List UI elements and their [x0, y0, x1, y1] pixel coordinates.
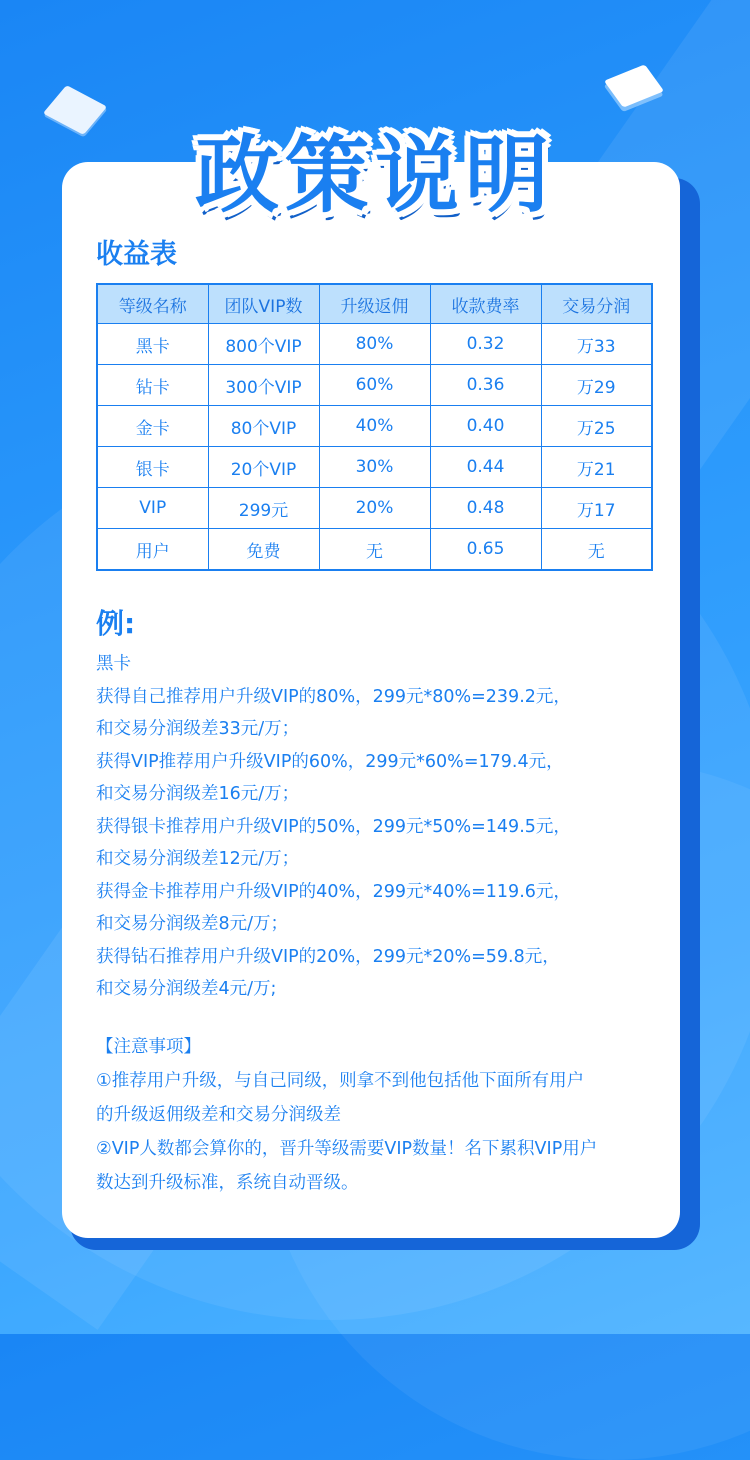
table-cell: 钻卡	[97, 365, 208, 406]
column-header: 交易分润	[541, 284, 652, 324]
table-row	[97, 324, 652, 365]
example-heading: 例:	[96, 607, 136, 640]
table-cell: 20个VIP	[208, 447, 319, 488]
column-header: 升级返佣	[319, 284, 430, 324]
example-line: 和交易分润级差4元/万;	[96, 979, 277, 999]
note-line: ①推荐用户升级，与自己同级，则拿不到他包括他下面所有用户	[96, 1071, 585, 1091]
table-row	[97, 365, 652, 406]
table-cell: 0.40	[430, 406, 541, 447]
page-title: 政策说明	[194, 126, 555, 224]
table-cell: 无	[319, 529, 430, 571]
table-row	[97, 529, 652, 571]
table-cell: 80%	[319, 324, 430, 365]
table-cell: 0.32	[430, 324, 541, 365]
note-line: ②VIP人数都会算你的，晋升等级需要VIP数量！名下累积VIP用户	[96, 1139, 598, 1159]
table-row	[97, 488, 652, 529]
table-cell: 40%	[319, 406, 430, 447]
income-table-heading: 收益表	[96, 239, 177, 270]
table-cell: 万33	[541, 324, 652, 365]
table-cell: 万21	[541, 447, 652, 488]
table-cell: 银卡	[97, 447, 208, 488]
notes-section	[96, 1030, 656, 1200]
example-line: 获得银卡推荐用户升级VIP的50%，299元*50%=149.5元，	[96, 816, 571, 837]
table-cell: 黑卡	[97, 324, 208, 365]
example-line: 和交易分润级差8元/万；	[96, 914, 289, 934]
table-cell: VIP	[97, 488, 208, 529]
table-cell: 60%	[319, 365, 430, 406]
example-body	[96, 648, 656, 1006]
table-cell: 0.48	[430, 488, 541, 529]
notes-heading: 【注意事项】	[96, 1037, 201, 1057]
column-header: 团队VIP数	[208, 284, 319, 324]
table-row	[97, 447, 652, 488]
example-line: 黑卡	[96, 654, 131, 674]
table-cell: 0.65	[430, 529, 541, 571]
table-cell: 免费	[208, 529, 319, 571]
table-cell: 万25	[541, 406, 652, 447]
table-cell: 万29	[541, 365, 652, 406]
table-header-row	[97, 284, 652, 324]
table-row	[97, 406, 652, 447]
table-cell: 20%	[319, 488, 430, 529]
column-header: 收款费率	[430, 284, 541, 324]
column-header: 等级名称	[97, 284, 208, 324]
table-cell: 80个VIP	[208, 406, 319, 447]
note-line: 的升级返佣级差和交易分润级差	[96, 1105, 341, 1125]
table-cell: 无	[541, 529, 652, 571]
example-line: 获得自己推荐用户升级VIP的80%，299元*80%=239.2元，	[96, 686, 571, 707]
example-line: 和交易分润级差12元/万；	[96, 849, 300, 869]
example-line: 获得VIP推荐用户升级VIP的60%，299元*60%=179.4元，	[96, 751, 564, 772]
table-cell: 30%	[319, 447, 430, 488]
table-cell: 800个VIP	[208, 324, 319, 365]
table-cell: 金卡	[97, 406, 208, 447]
example-line: 和交易分润级差16元/万；	[96, 784, 300, 804]
example-line: 和交易分润级差33元/万；	[96, 719, 300, 739]
table-cell: 万17	[541, 488, 652, 529]
table-cell: 299元	[208, 488, 319, 529]
table-cell: 0.44	[430, 447, 541, 488]
table-cell: 0.36	[430, 365, 541, 406]
example-line: 获得金卡推荐用户升级VIP的40%，299元*40%=119.6元，	[96, 881, 571, 902]
example-line: 获得钻石推荐用户升级VIP的20%，299元*20%=59.8元，	[96, 946, 560, 967]
income-table	[96, 283, 653, 571]
table-cell: 300个VIP	[208, 365, 319, 406]
note-line: 数达到升级标准，系统自动晋级。	[96, 1173, 359, 1193]
table-cell: 用户	[97, 529, 208, 571]
